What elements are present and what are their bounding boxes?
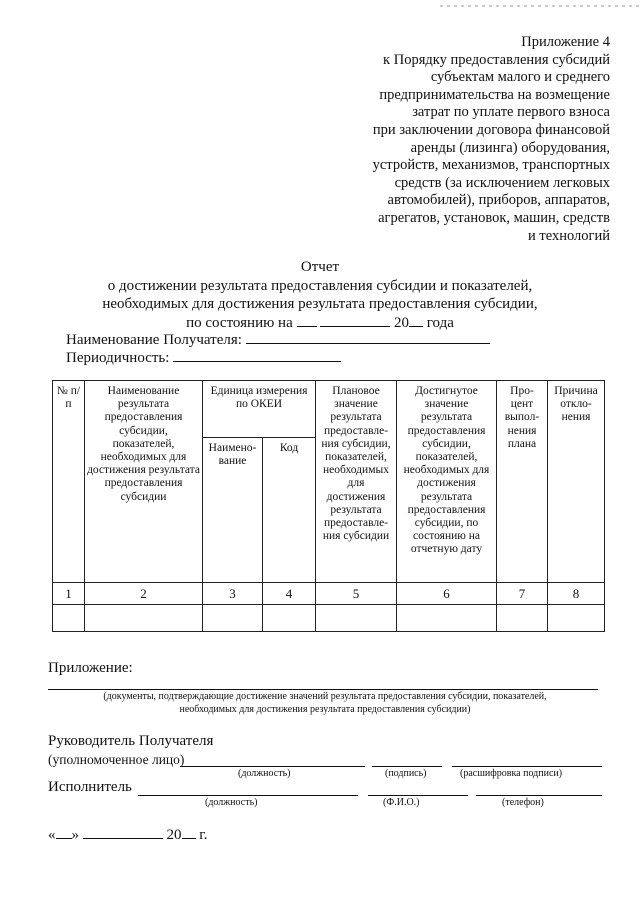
appendix-line: к Порядку предоставления субсидий [383, 51, 610, 68]
appendix-line: агрегатов, установок, машин, средств [378, 209, 610, 226]
appendix-line: субъектам малого и среднего [430, 69, 610, 86]
appendix-header [310, 34, 610, 245]
footer-day-field[interactable] [56, 826, 72, 839]
executor-fio-caption: (Ф.И.О.) [383, 797, 420, 808]
head-signature-line[interactable] [372, 766, 442, 767]
appendix-line: устройств, механизмов, транспортных [372, 157, 610, 174]
head-position-caption: (должность) [238, 768, 291, 779]
col-number: 2 [85, 583, 203, 605]
appendix-line: при заключении договора финансовой [372, 121, 610, 138]
report-table [52, 380, 605, 632]
appendix-line: Приложение 4 [521, 34, 610, 50]
attachment-line[interactable] [48, 689, 598, 690]
attachment-note [40, 691, 610, 716]
head-decoding-caption: (расшифровка подписи) [460, 768, 563, 779]
executor-fio-line[interactable] [368, 795, 468, 796]
executor-phone-line[interactable] [476, 795, 602, 796]
th-planned-value: Плановое значение результата предоставле-ния субсидии, показателей, необходимых для достижения результата предоставле-ния субсидии [316, 381, 397, 583]
footer-month-field[interactable] [83, 826, 163, 839]
head-signature-caption: (подпись) [385, 768, 427, 779]
period-row [66, 349, 341, 367]
date-year-prefix: 20 [394, 314, 409, 331]
attachment-note-1: (документы, подтверждающие достижение значений результата предоставления субсидии, показателей, [103, 691, 547, 702]
col-number: 1 [53, 583, 85, 605]
appendix-line: предпринимательства на возмещение [379, 86, 610, 103]
appendix-line: аренды (лизинга) оборудования, [410, 139, 610, 156]
executor-phone-caption: (телефон) [502, 797, 544, 808]
table-cell[interactable] [316, 605, 397, 632]
executor-label: Исполнитель [48, 779, 132, 795]
head-label: Руководитель Получателя [48, 733, 214, 749]
col-number: 3 [203, 583, 263, 605]
report-title-block [0, 258, 640, 332]
recipient-row [66, 331, 490, 349]
period-label: Периодичность: [66, 350, 170, 366]
quote-close: » [71, 827, 79, 843]
scan-edge [0, 0, 640, 12]
th-number: № п/п [53, 381, 85, 583]
footer-year-suffix: г. [199, 827, 208, 843]
col-number: 4 [263, 583, 316, 605]
date-suffix: года [426, 314, 454, 331]
table-cell[interactable] [397, 605, 497, 632]
appendix-line: средств (за исключением легковых [394, 174, 610, 191]
period-field[interactable] [173, 349, 341, 362]
report-subtitle-1: о достижении результата предоставления субсидии и показателей, [107, 277, 533, 294]
recipient-field[interactable] [246, 331, 490, 344]
th-reason: Причина откло-нения [548, 381, 605, 583]
head-position-line[interactable] [180, 766, 365, 767]
date-month-field[interactable] [320, 314, 390, 327]
footer-date [48, 826, 207, 844]
table-cell[interactable] [263, 605, 316, 632]
report-date-line [0, 314, 640, 333]
date-day-field[interactable] [297, 314, 317, 327]
head-decoding-line[interactable] [452, 766, 602, 767]
appendix-line: и технологий [528, 227, 610, 244]
appendix-line: автомобилей), приборов, аппаратов, [387, 192, 610, 209]
th-okei-code: Код [263, 438, 316, 583]
col-number: 5 [316, 583, 397, 605]
col-number: 8 [548, 583, 605, 605]
recipient-label: Наименование Получателя: [66, 332, 242, 348]
attachment-note-2: необходимых для достижения результата предоставления субсидии) [179, 703, 471, 715]
footer-year-field[interactable] [182, 826, 196, 839]
authorized-label: (уполномоченное лицо) [48, 752, 185, 767]
executor-position-line[interactable] [138, 795, 358, 796]
table-cell[interactable] [53, 605, 85, 632]
th-percent: Про-цент выпол-нения плана [497, 381, 548, 583]
appendix-line: затрат по уплате первого взноса [412, 104, 610, 121]
date-prefix: по состоянию на [186, 314, 293, 331]
th-result-name: Наименование результата предоставления субсидии, показателей, необходимых для достижения результата предоставления субсидии [85, 381, 203, 583]
col-number: 7 [497, 583, 548, 605]
th-achieved-value: Достигнутое значение результата предоставления субсидии, показателей, необходимых для достижения результата предоставления субсидии, по состоянию на отчетную дату [397, 381, 497, 583]
col-number: 6 [397, 583, 497, 605]
date-year-field[interactable] [409, 314, 423, 327]
table-cell[interactable] [548, 605, 605, 632]
quote-open: « [48, 827, 56, 843]
th-okei-name: Наимено-вание [203, 438, 263, 583]
table-cell[interactable] [497, 605, 548, 632]
executor-position-caption: (должность) [205, 797, 258, 808]
table-cell[interactable] [85, 605, 203, 632]
report-title: Отчет [300, 259, 340, 275]
th-okei-group: Единица измерения по ОКЕИ [203, 381, 316, 438]
footer-year-prefix: 20 [166, 827, 182, 843]
attachment-label: Приложение: [48, 660, 133, 676]
report-subtitle-2: необходимых для достижения результата предоставления субсидии, [102, 296, 538, 312]
table-cell[interactable] [203, 605, 263, 632]
